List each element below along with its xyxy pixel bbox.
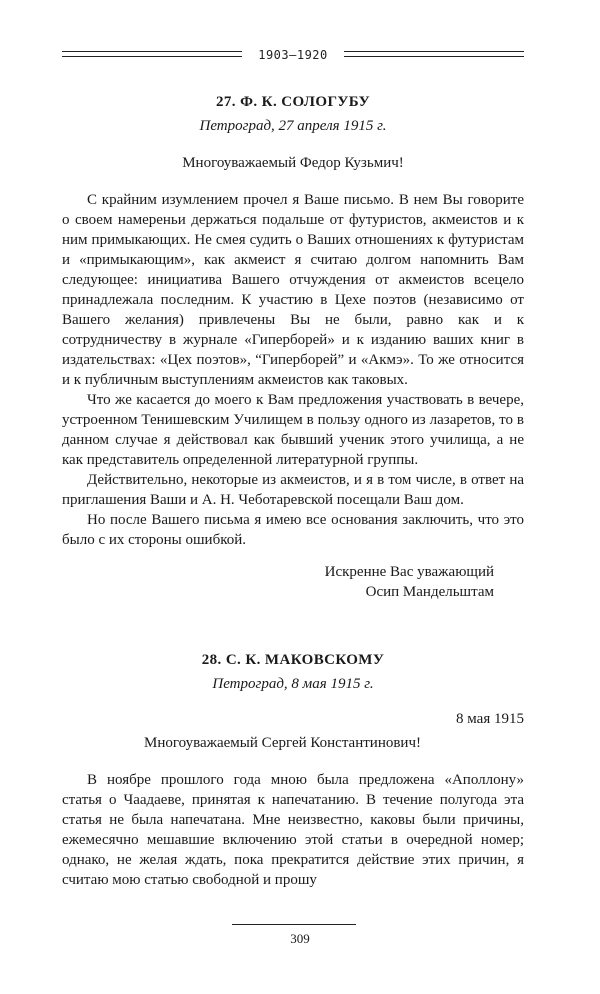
letter-28-greeting: Многоуважаемый Сергей Константинович! (144, 735, 422, 751)
letter-28-paragraph-1: В ноябре прошлого года мною была предложена «Аполлону» статья о Чаадаеве, принятая к напечатанию. В течение полугода эта статья не была напечатана. Мне неизвестно, каковы были причины, ежемесячно мешавшие включению этой статьи в очередной номер; однако, не желая ждать, пока прекратится действие этих причин, я считаю мою статью свободной и прошу (62, 772, 524, 888)
letter-27 (62, 92, 524, 602)
footer-rule (232, 924, 356, 925)
letter-27-greeting: Многоуважаемый Федор Кузьмич! (182, 155, 404, 171)
running-header (62, 44, 524, 68)
letter-27-signature-block (62, 562, 524, 602)
letter-27-paragraph-1: С крайним изумлением прочел я Ваше письмо. В нем Вы говорите о своем намереньи держаться подальше от футуристов, акмеистов и к ним примыкающих. Не смея судить о Ваших отношениях к футуристам и «примыкающим», как акмеист я считаю долгом напомнить Вам следующее: инициатива Вашего отчуждения от акмеистов всецело принадлежала последним. К участию в Цехе поэтов (независимо от Вашего желания) привлечены Вы не были, равно как и к сотрудничеству в журнале «Гиперборей» и к изданию ваших книг в издательствах: «Цех поэтов», “Гиперборей” и «Акмэ». То же относится и к публичным выступлениям акмеистов как таковых. (62, 192, 524, 388)
letter-27-title: 27. Ф. К. СОЛОГУБУ (215, 94, 370, 110)
letter-27-signature: Осип Мандельштам (365, 584, 494, 600)
letter-28-date: 8 мая 1915 (456, 711, 524, 727)
letter-27-closing: Искренне Вас уважающий (324, 564, 494, 580)
letter-28 (62, 650, 524, 890)
letter-27-paragraph-2: Что же касается до моего к Вам предложения участвовать в вечере, устроенном Тенишевским Училищем в пользу одного из лазаретов, то в данном случае я действовал как бывший ученик этого училища, а не как представитель определенной литературной группы. (62, 392, 524, 468)
header-years: 1903–1920 (258, 48, 328, 62)
page-number: 309 (290, 931, 310, 946)
letter-28-place-date: Петроград, 8 мая 1915 г. (212, 676, 374, 692)
letter-27-paragraph-4: Но после Вашего письма я имею все основания заключить, что это было с их стороны ошибкой. (62, 512, 524, 548)
letter-27-paragraph-3: Действительно, некоторые из акмеистов, и я в том числе, в ответ на приглашения Ваши и А. Н. Чеботаревской посещали Ваш дом. (62, 472, 524, 508)
letter-27-place-date: Петроград, 27 апреля 1915 г. (199, 118, 387, 134)
page-body (62, 92, 524, 890)
letter-28-title: 28. С. К. МАКОВСКОМУ (201, 652, 385, 668)
